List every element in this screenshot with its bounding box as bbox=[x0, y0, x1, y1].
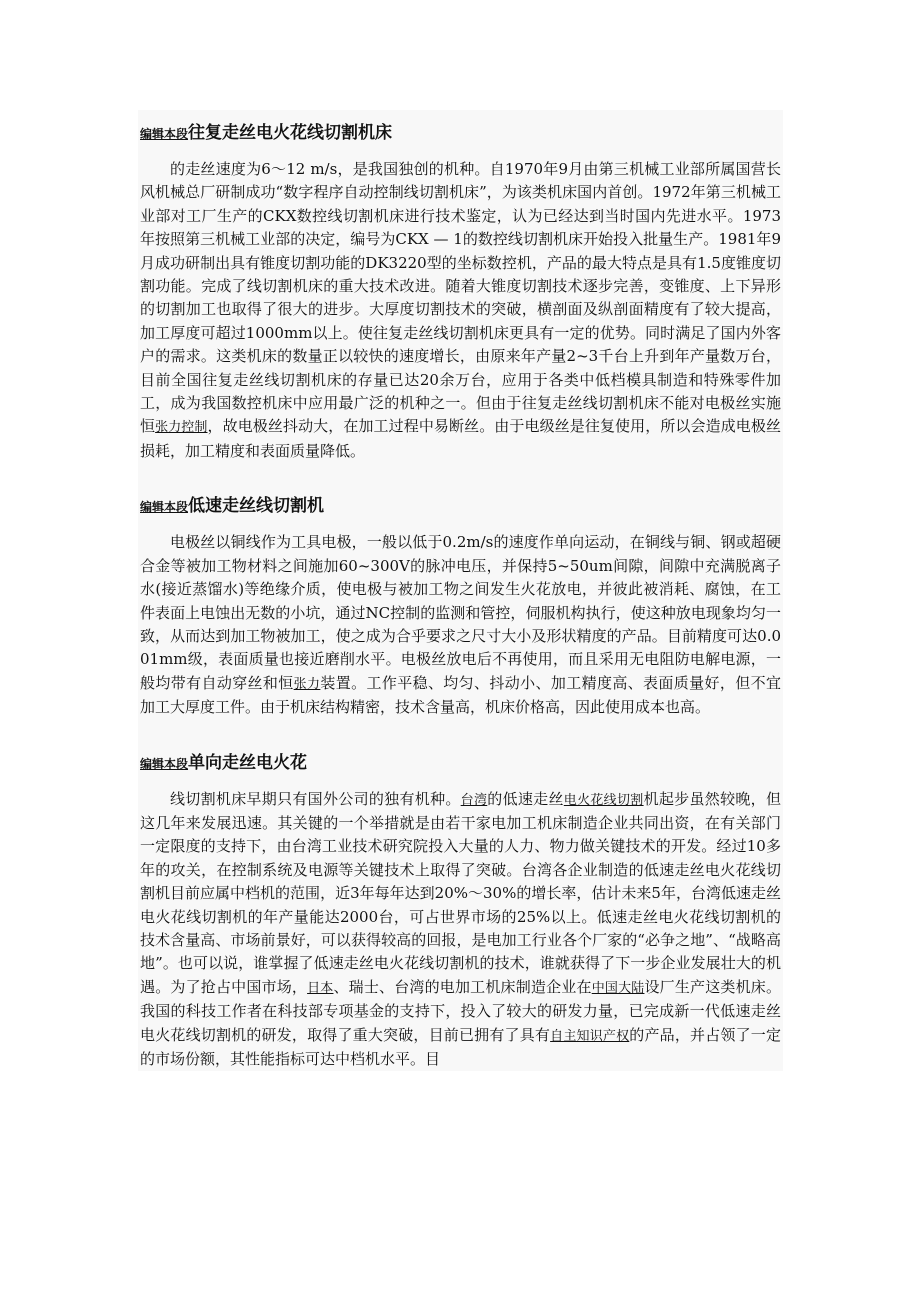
section-heading bbox=[138, 110, 783, 146]
term-link[interactable]: 自主知识产权 bbox=[550, 1028, 630, 1044]
edit-section-link[interactable]: 编辑本段 bbox=[140, 127, 189, 141]
document-page bbox=[138, 110, 783, 1071]
term-link[interactable]: 中国大陆 bbox=[591, 980, 645, 996]
term-link[interactable]: 张力 bbox=[293, 676, 321, 692]
text-run: 、瑞士、台湾的电加工机床制造企业在 bbox=[333, 977, 592, 996]
text-run: 的走丝速度为6～12 m/s，是我国独创的机种。自1970年9月由第三机械工业部所属国营长风机械总厂研制成功“数字程序自动控制线切割机床”，为该类机床国内首创。1972年第三机械工业部对工厂生产的CKX数控线切割机床进行技术鉴定，认为已经达到当时国内先进水平。1973年按照第三机械工业部的决定，编号为CKX — 1的数控线切割机床开始投入批量生产。1981年9月成功研制出具有锥度切割功能的DK3220型的坐标数控机，产品的最大特点是具有1.5度锥度切割功能。完成了线切割机床的重大技术改进。随着大锥度切割技术逐步完善，变锥度、上下异形的切割加工也取得了很大的进步。大厚度切割技术的突破，横剖面及纵剖面精度有了较大提高，加工厚度可超过1000mm以上。使往复走丝线切割机床更具有一定的优势。同时满足了国内外客户的需求。这类机床的数量正以较快的速度增长，由原来年产量2~3千台上升到年产量数万台，目前全国往复走丝线切割机床的存量已达20余万台，应用于各类中低档模具制造和特殊零件加工，成为我国数控机床中应用最广泛的机种之一。但由于往复走丝线切割机床不能对电极丝实施恒 bbox=[140, 160, 781, 436]
text-run: 电极丝以铜线作为工具电极，一般以低于0.2m/s的速度作单向运动，在铜线与铜、钢或超硬合金等被加工物材料之间施加60~300V的脉冲电压，并保持5~50um间隙，间隙中充满脱离子水(接近蒸馏水)等绝缘介质，使电极与被加工物之间发生火花放电，并彼此被消耗、腐蚀，在工件表面上电蚀出无数的小坑，通过NC控制的监测和管控，伺服机构执行，使这种放电现象均匀一致，从而达到加工物被加工，使之成为合乎要求之尺寸大小及形状精度的产品。目前精度可达0.001mm级，表面质量也接近磨削水平。电极丝放电后不再使用，而且采用无电阻防电解电源，一般均带有自动穿丝和恒 bbox=[140, 533, 781, 692]
term-link[interactable]: 日本 bbox=[307, 980, 334, 996]
text-run: 的产品，并占领了一定的市场份额，其性能指标可达中档机水平。目 bbox=[140, 1025, 781, 1068]
text-run: ，故电极丝抖动大，在加工过程中易断丝。由于电级丝是往复使用，所以会造成电极丝损耗，加工精度和表面质量降低。 bbox=[140, 417, 781, 460]
text-run: 机起步虽然较晚，但这几年来发展迅速。其关键的一个举措就是由若干家电加工机床制造企业共同出资，在有关部门一定限度的支持下，由台湾工业技术研究院投入大量的人力、物力做关键技术的开发。经过10多年的攻关，在控制系统及电源等关键技术上取得了突破。台湾各企业制造的低速走丝电火花线切割机目前应属中档机的范围，近3年每年达到20%～30%的增长率，估计未来5年，台湾低速走丝电火花线切割机的年产量能达2000台，可占世界市场的25%以上。低速走丝电火花线切割机的技术含量高、市场前景好，可以获得较高的回报，是电加工行业各个厂家的“必争之地”、“战略高地”。也可以说，谁掌握了低速走丝电火花线切割机的技术，谁就获得了下一步企业发展壮大的机遇。为了抢占中国市场， bbox=[140, 789, 781, 996]
edit-section-link[interactable]: 编辑本段 bbox=[140, 500, 189, 515]
text-run: 设厂生产这类机床。我国的科技工作者在科技部专项基金的支持下，投入了较大的研发力量，已完成新一代低速走丝电火花线切割机的研发，取得了重大突破，目前已拥有了具有 bbox=[140, 977, 781, 1044]
section-title: 往复走丝电火花线切割机床 bbox=[188, 123, 393, 143]
section-title: 单向走丝电火花 bbox=[188, 752, 308, 773]
text-run: 线切割机床早期只有国外公司的独有机种。 bbox=[170, 789, 461, 808]
section-heading bbox=[138, 483, 783, 519]
section-paragraph bbox=[138, 531, 783, 719]
text-run: 装置。工作平稳、均匀、抖动小、加工精度高、表面质量好，但不宜加工大厚度工件。由于机床结构精密，技术含量高，机床价格高，因此使用成本也高。 bbox=[140, 673, 781, 717]
term-link[interactable]: 台湾 bbox=[460, 792, 488, 808]
section-paragraph bbox=[138, 788, 783, 1072]
term-link[interactable]: 电火花线切割 bbox=[563, 792, 644, 808]
section-paragraph bbox=[138, 158, 783, 463]
section-title: 低速走丝线切割机 bbox=[188, 496, 325, 517]
section-heading bbox=[138, 740, 783, 776]
edit-section-link[interactable]: 编辑本段 bbox=[140, 756, 189, 771]
term-link[interactable]: 张力控制 bbox=[155, 420, 208, 436]
text-run: 的低速走丝 bbox=[487, 789, 564, 808]
